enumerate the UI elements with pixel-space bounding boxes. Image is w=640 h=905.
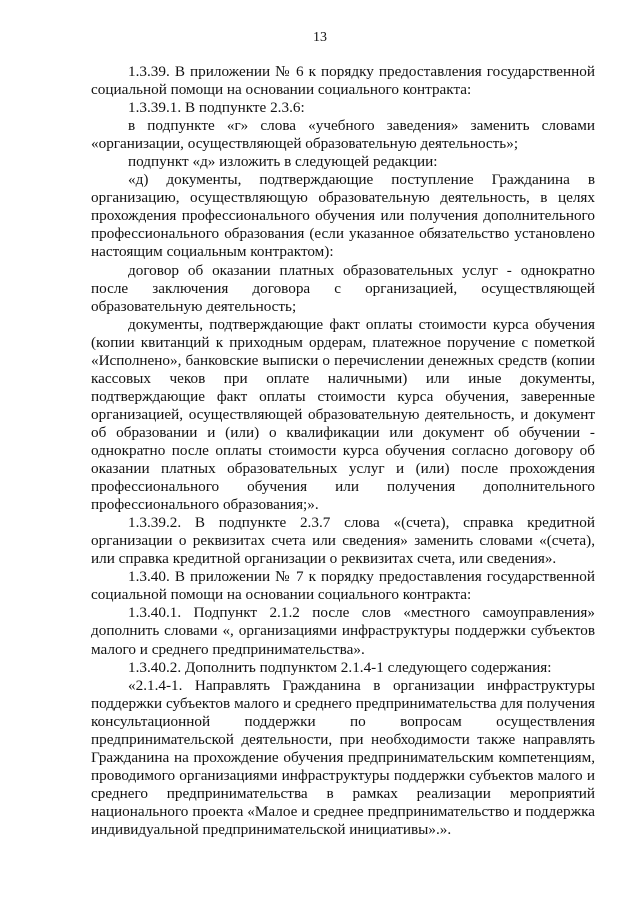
text-line: подтверждающие факт оплаты стоимости курса обучения, заверенные [91, 387, 595, 405]
text-line: оказании платных образовательных услуг и (или) после прохождения [91, 460, 595, 478]
text-line: «Исполнено», банковские выписки о перечислении денежных средств (копии [91, 351, 595, 369]
paragraph: 1.3.39. В приложении № 6 к порядку предоставления государственной социальной помощи на основании социального контракта: [91, 63, 595, 99]
text-line: профессионального образования;». [91, 496, 319, 514]
paragraph: 1.3.39.1. В подпункте 2.3.6: [128, 99, 305, 117]
paragraph: 1.3.39.2. В подпункте 2.3.7 слова «(счета), справка кредитной организации о реквизитах счета или сведения» заменить словами «(счета), или справка кредитной организации о реквизитах счета, или сведения». [91, 514, 595, 568]
paragraph: 1.3.40.1. Подпункт 2.1.2 после слов «местного самоуправления» дополнить словами «, организациями инфраструктуры поддержки субъектов малого и среднего предпринимательства». [91, 604, 595, 658]
paragraph: подпункт «д» изложить в следующей редакции: [128, 153, 438, 171]
text-line: однократно после оплаты стоимости курса обучения согласно договору об [91, 441, 595, 459]
text-line: документы, подтверждающие факт оплаты стоимости курса обучения [128, 315, 595, 333]
text-line: индивидуальной предпринимательской инициативы».». [91, 820, 452, 838]
text-line: профессионального обучения или получения дополнительного [91, 478, 595, 496]
paragraph: 1.3.40.2. Дополнить подпунктом 2.1.4-1 следующего содержания: [128, 658, 552, 676]
text-line: договор об оказании платных образовательных услуг - однократно [128, 261, 595, 279]
paragraph: в подпункте «г» слова «учебного заведения» заменить словами «организации, осуществляющей образовательную деятельность»; [91, 117, 595, 153]
text-line: после заключения договора с организацией, осуществляющей [91, 279, 595, 297]
page-number: 13 [313, 30, 327, 45]
text-line: поддержки субъектов малого и среднего предпринимательства для получения [91, 694, 595, 712]
text-line: образовательную деятельность; [91, 297, 297, 315]
text-line: организацией, осуществляющей образовательную деятельность, и документ [91, 405, 595, 423]
paragraph: «д) документы, подтверждающие поступление Гражданина в организацию, осуществляющую образовательную деятельность, в целях прохождения профессионального обучения или получения дополнительного профессионального образования (если указанное обязательство установлено настоящим социальным контрактом): [91, 171, 595, 261]
text-line: «2.1.4-1. Направлять Гражданина в организации инфраструктуры [128, 676, 595, 694]
text-line: (копии квитанций к приходным ордерам, платежное поручение с пометкой [91, 333, 595, 351]
paragraph [91, 262, 595, 316]
paragraph [91, 316, 595, 515]
text-line: предпринимательской деятельности, при необходимости также направлять [91, 730, 595, 748]
text-line: проводимого организациями инфраструктуры поддержки субъектов малого и [91, 766, 595, 784]
paragraph [91, 677, 595, 839]
text-line: кассовых чеков при оплате наличными) или иные документы, [91, 369, 595, 387]
text-line: об образовании и (или) о квалификации или документ об обучении - [91, 423, 595, 441]
paragraph: 1.3.40. В приложении № 7 к порядку предоставления государственной социальной помощи на основании социального контракта: [91, 568, 595, 604]
text-line: национального проекта «Малое и среднее предпринимательство и поддержка [91, 802, 595, 820]
text-line: среднего предпринимательства в рамках реализации мероприятий [91, 784, 595, 802]
document-body [91, 63, 595, 839]
text-line: Гражданина на прохождение обучения предпринимательским компетенциям, [91, 748, 595, 766]
text-line: консультационной поддержки по вопросам осуществления [91, 712, 595, 730]
